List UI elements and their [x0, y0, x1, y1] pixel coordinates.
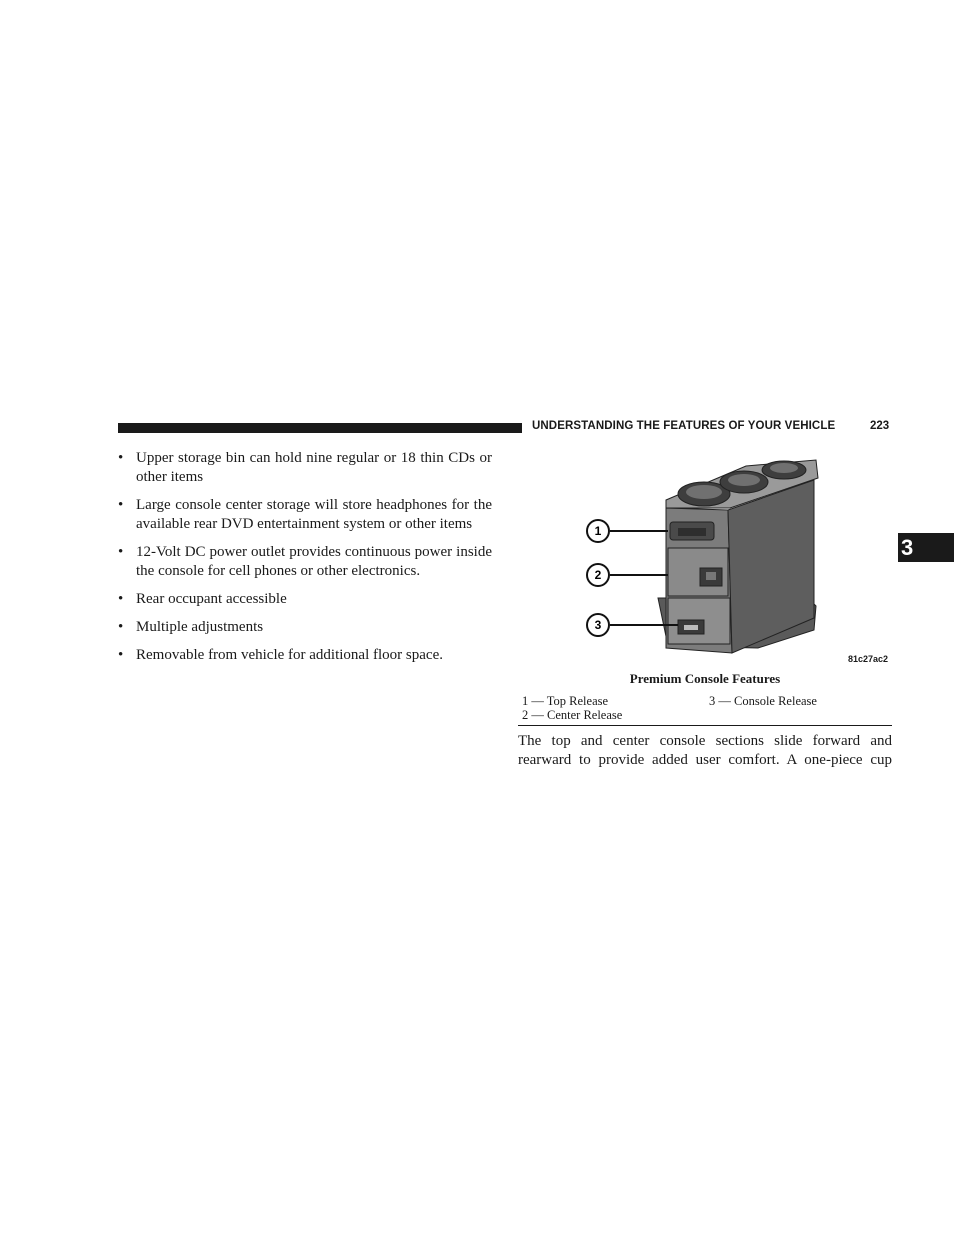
page-number: 223: [870, 420, 890, 432]
callout-3: 3: [594, 618, 602, 632]
running-header: UNDERSTANDING THE FEATURES OF YOUR VEHICLE: [532, 420, 836, 432]
figure-legend: [518, 694, 892, 726]
list-item: • Upper storage bin can hold nine regular or 18 thin CDs or other items: [118, 449, 492, 487]
console-illustration: [518, 448, 892, 670]
callout-1: 1: [594, 524, 602, 538]
body-paragraph: The top and center console sections slide forward and rearward to provide added user comfort. A one-piece cup: [518, 733, 892, 768]
figure-code: 81c27ac2: [848, 654, 889, 664]
legend-item: 1 — Top Release: [522, 694, 609, 708]
list-item: • Large console center storage will store headphones for the available rear DVD entertainment system or other items: [118, 496, 492, 534]
legend-item: 3 — Console Release: [709, 694, 817, 708]
list-item: • 12-Volt DC power outlet provides continuous power inside the console for cell phones or other electronics.: [118, 543, 492, 581]
figure-caption: Premium Console Features: [629, 671, 781, 686]
feature-list: [118, 449, 492, 674]
chapter-tab: 3: [898, 533, 954, 562]
list-item: • Removable from vehicle for additional floor space.: [118, 646, 492, 665]
list-item: • Multiple adjustments: [118, 618, 492, 637]
header-bar: [118, 423, 522, 433]
list-item: • Rear occupant accessible: [118, 590, 492, 609]
console-figure: [518, 448, 892, 670]
legend-item: 2 — Center Release: [522, 708, 623, 722]
callout-2: 2: [594, 568, 602, 582]
